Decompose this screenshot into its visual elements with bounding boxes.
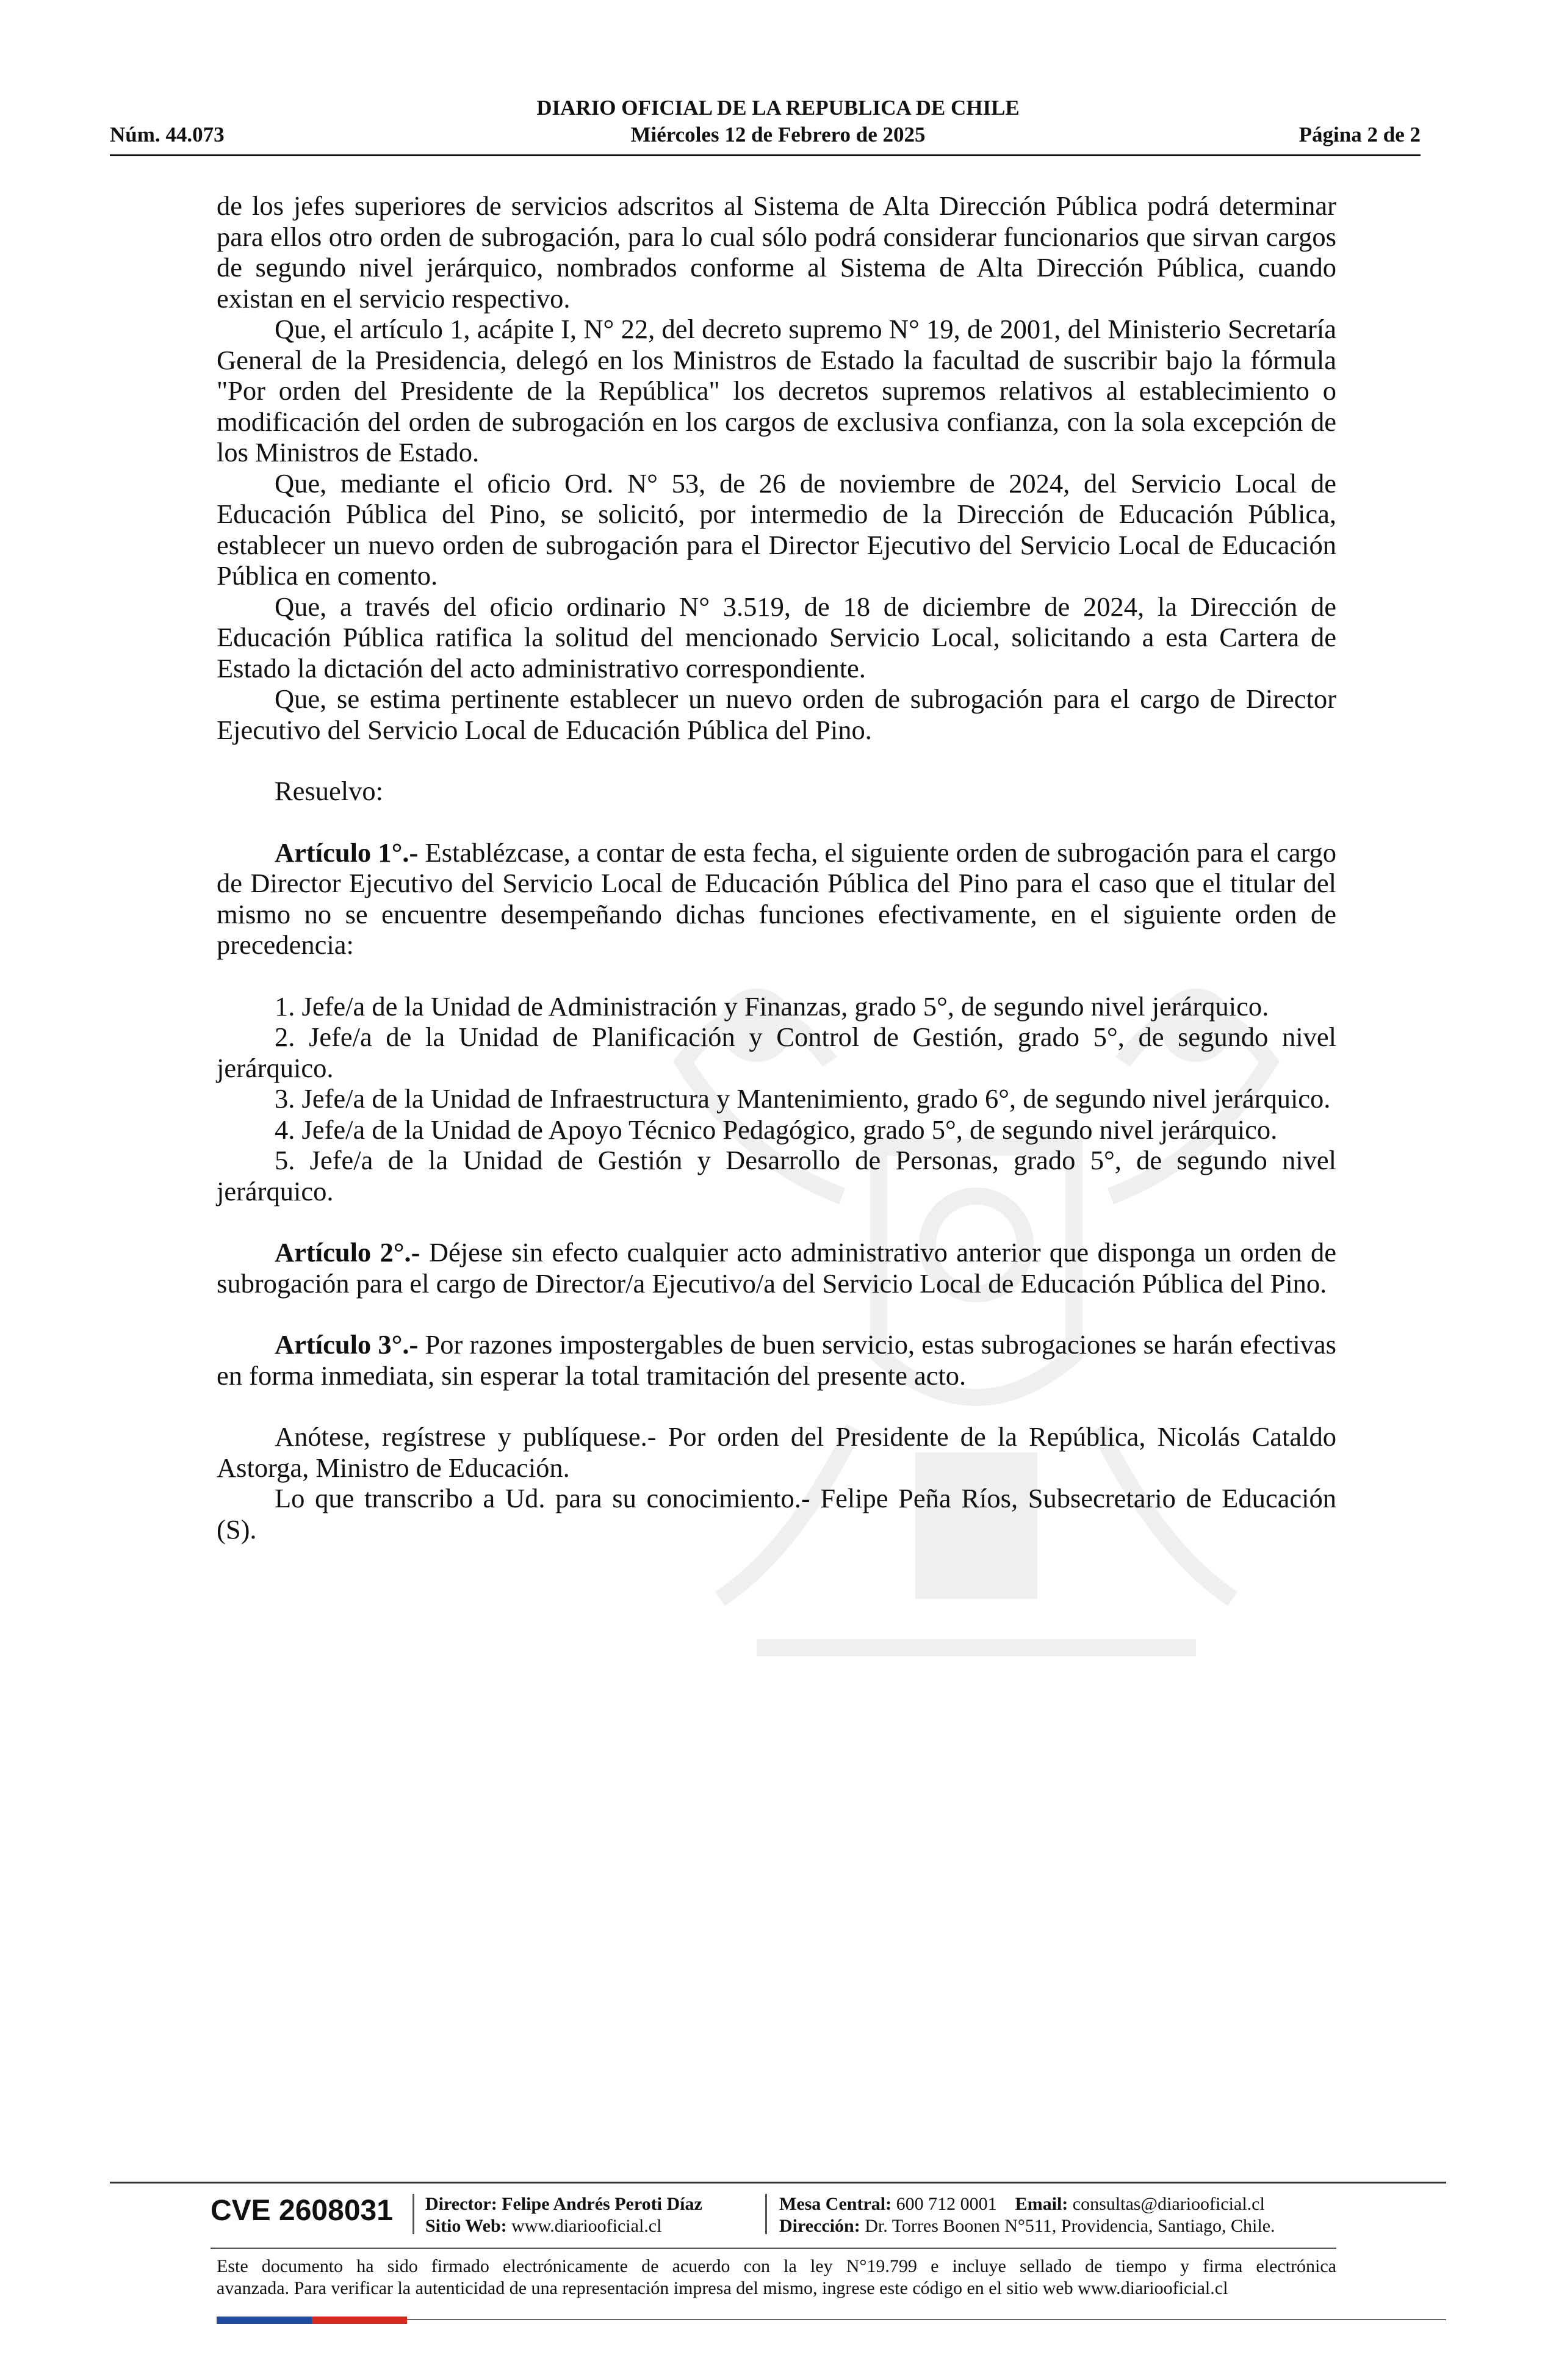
- article-2: [217, 1237, 1336, 1299]
- cve-code: CVE 2608031: [211, 2194, 393, 2227]
- signature-notice: [217, 2256, 1336, 2299]
- director-label: Director:: [425, 2194, 497, 2214]
- footer-bottom-rule: [407, 2319, 1446, 2320]
- footer-separator: [765, 2194, 767, 2234]
- article-2-text: Déjese sin efecto cualquier acto administrativo anterior que disponga un orden de subrogación para el cargo de Director/a Ejecutivo/a del Servicio Local de Educación Pública del Pino.: [217, 1237, 1336, 1299]
- article-1: [217, 837, 1336, 961]
- paragraph: Que, a través del oficio ordinario N° 3.519, de 18 de diciembre de 2024, la Dirección de Educación Pública ratifica la solitud del mencionado Servicio Local, solicitando a esta Cartera de Estado la dictación del acto administrativo correspondiente.: [217, 591, 1336, 683]
- list-item: 3. Jefe/a de la Unidad de Infraestructura y Mantenimiento, grado 6°, de segundo nivel jerárquico.: [275, 1083, 1331, 1114]
- list-item: 2. Jefe/a de la Unidad de Planificación y Control de Gestión, grado 5°, de segundo nivel jerárquico.: [217, 1022, 1336, 1083]
- director-name: Felipe Andrés Peroti Díaz: [502, 2194, 702, 2214]
- list-item: 4. Jefe/a de la Unidad de Apoyo Técnico Pedagógico, grado 5°, de segundo nivel jerárquico.: [275, 1114, 1278, 1145]
- address-value: Dr. Torres Boonen N°511, Providencia, Santiago, Chile.: [865, 2216, 1275, 2236]
- signature-notice-line: avanzada. Para verificar la autenticidad de una representación impresa del mismo, ingrese este código en el sitio web www.diariooficial.cl: [217, 2278, 1228, 2298]
- footer-contact-block: [779, 2193, 1275, 2237]
- list-item: 5. Jefe/a de la Unidad de Gestión y Desarrollo de Personas, grado 5°, de segundo nivel jerárquico.: [217, 1145, 1336, 1206]
- issue-date: Miércoles 12 de Febrero de 2025: [630, 123, 926, 146]
- paragraph: de los jefes superiores de servicios adscritos al Sistema de Alta Dirección Pública podrá determinar para ellos otro orden de subrogación, para lo cual sólo podrá considerar funcionarios que sirvan cargos de segundo nivel jerárquico, nombrados conforme al Sistema de Alta Dirección Pública, cuando existan en el servicio respectivo.: [217, 190, 1336, 314]
- article-1-title: Artículo 1°.-: [275, 837, 419, 868]
- paragraph: Que, el artículo 1, acápite I, N° 22, del decreto supremo N° 19, de 2001, del Ministerio Secretaría General de la Presidencia, delegó en los Ministros de Estado la facultad de suscribir bajo la fórmula "Por orden del Presidente de la República" los decretos supremos relativos al establecimiento o modificación del orden de subrogación en los cargos de exclusiva confianza, con la sola excepción de los Ministros de Estado.: [217, 314, 1336, 467]
- mesa-phone: 600 712 0001: [896, 2194, 997, 2214]
- signature-notice-line: Este documento ha sido firmado electrónicamente de acuerdo con la ley N°19.799 e incluye sellado de tiempo y firma electrónica: [217, 2256, 1336, 2276]
- list-item: 1. Jefe/a de la Unidad de Administración y Finanzas, grado 5°, de segundo nivel jerárquico.: [275, 990, 1269, 1022]
- article-3-text: Por razones impostergables de buen servicio, estas subrogaciones se harán efectivas en forma inmediata, sin esperar la total tramitación del presente acto.: [217, 1329, 1336, 1391]
- issue-number: Núm. 44.073: [110, 123, 225, 146]
- newspaper-title: DIARIO OFICIAL DE LA REPUBLICA DE CHILE: [536, 96, 1020, 120]
- article-1-text: Establézcase, a contar de esta fecha, el siguiente orden de subrogación para el cargo de Director Ejecutivo del Servicio Local de Educación Pública del Pino para el caso que el titular del mismo no se encuentre desempeñando dichas funciones efectivamente, en el siguiente orden de precedencia:: [217, 837, 1336, 960]
- site-label: Sitio Web:: [425, 2216, 507, 2236]
- paragraph: Que, mediante el oficio Ord. N° 53, de 26 de noviembre de 2024, del Servicio Local de Educación Pública del Pino, se solicitó, por intermedio de la Dirección de Educación Pública, establecer un nuevo orden de subrogación para el Director Ejecutivo del Servicio Local de Educación Pública en comento.: [217, 467, 1336, 591]
- footer-divider: [110, 2182, 1446, 2183]
- flag-blue-segment: [217, 2317, 312, 2324]
- closing-paragraph: Anótese, regístrese y publíquese.- Por orden del Presidente de la República, Nicolás Cataldo Astorga, Ministro de Educación.: [217, 1421, 1336, 1483]
- article-3-title: Artículo 3°.-: [275, 1329, 419, 1360]
- header-divider: [110, 154, 1421, 156]
- email-link[interactable]: consultas@diariooficial.cl: [1072, 2194, 1265, 2214]
- page-number: Página 2 de 2: [1298, 123, 1421, 146]
- flag-color-bar: [217, 2317, 407, 2324]
- article-3: [217, 1329, 1336, 1391]
- paragraph: Que, se estima pertinente establecer un nuevo orden de subrogación para el cargo de Director Ejecutivo del Servicio Local de Educación Pública del Pino.: [217, 683, 1336, 745]
- flag-red-segment: [312, 2317, 407, 2324]
- decree-body: [217, 190, 1336, 1545]
- address-label: Dirección:: [779, 2216, 860, 2236]
- footer-separator: [412, 2194, 414, 2234]
- article-2-title: Artículo 2°.-: [275, 1237, 420, 1268]
- email-label: Email:: [1015, 2194, 1068, 2214]
- footer-divider: [211, 2248, 1336, 2249]
- footer-director-block: [425, 2193, 702, 2237]
- site-link[interactable]: www.diariooficial.cl: [511, 2216, 662, 2236]
- mesa-label: Mesa Central:: [779, 2194, 892, 2214]
- closing-paragraph: Lo que transcribo a Ud. para su conocimiento.- Felipe Peña Ríos, Subsecretario de Educación (S).: [217, 1483, 1336, 1545]
- resolution-heading: Resuelvo:: [275, 776, 383, 806]
